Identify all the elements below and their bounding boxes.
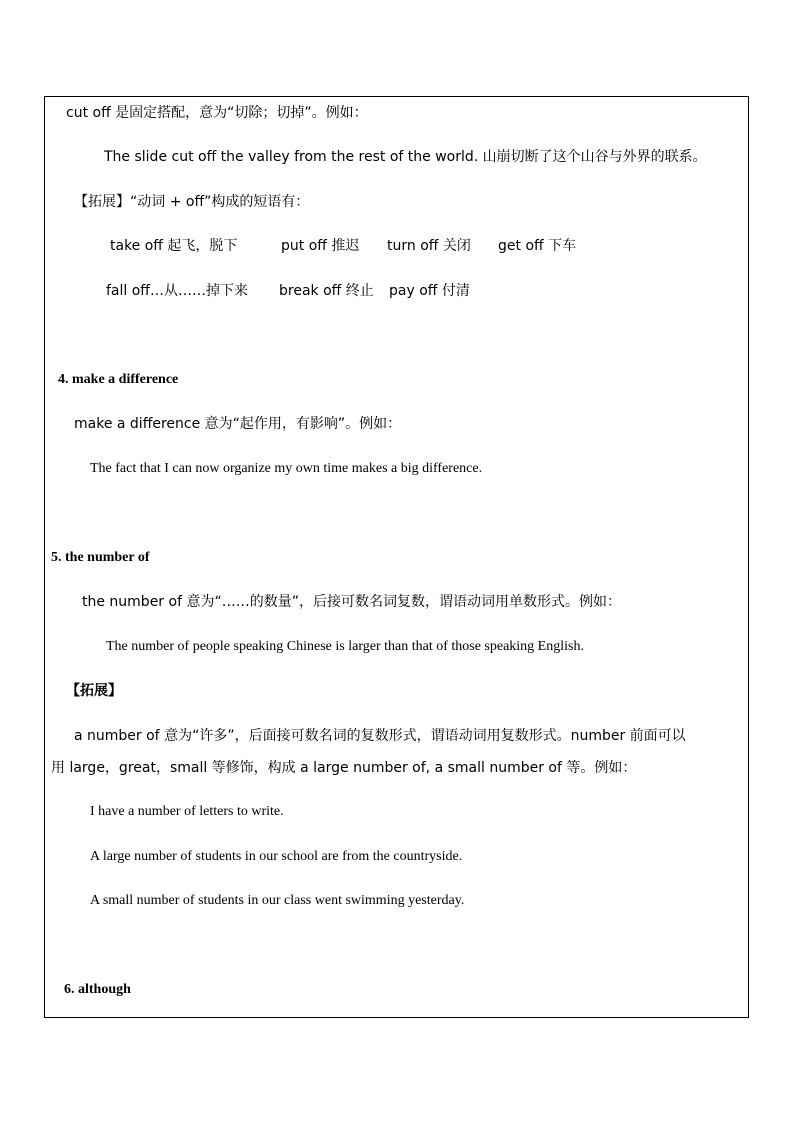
- a-number-of-explanation-line2: 用 large，great，small 等修饰，构成 a large number of, a small number of 等。例如：: [51, 760, 637, 776]
- cut-off-example: The slide cut off the valley from the rest of the world. 山崩切断了这个山谷与外界的联系。: [104, 149, 707, 165]
- off-phrases-expand-title: 【拓展】“动词 + off”构成的短语有：: [74, 194, 310, 210]
- a-number-of-explanation-line1: a number of 意为“许多”，后面接可数名词的复数形式，谓语动词用复数形式。number 前面可以: [74, 728, 686, 744]
- cut-off-intro: cut off 是固定搭配，意为“切除；切掉”。例如：: [66, 105, 368, 121]
- a-number-of-example-3: A small number of students in our class went swimming yesterday.: [90, 893, 465, 908]
- phrase-get-off: get off 下车: [498, 238, 577, 254]
- section-heading-make-a-difference: 4. make a difference: [58, 372, 179, 387]
- a-number-of-example-1: I have a number of letters to write.: [90, 804, 284, 819]
- number-expand-title: 【拓展】: [66, 683, 122, 699]
- phrase-pay-off: pay off 付清: [389, 283, 470, 299]
- phrase-break-off: break off 终止: [279, 283, 374, 299]
- section-heading-the-number-of: 5. the number of: [51, 550, 150, 565]
- phrase-turn-off: turn off 关闭: [387, 238, 471, 254]
- make-a-difference-intro: make a difference 意为“起作用，有影响”。例如：: [74, 416, 402, 432]
- phrase-put-off: put off 推迟: [281, 238, 360, 254]
- phrase-fall-off: fall off…从……掉下来: [106, 283, 248, 299]
- phrase-take-off: take off 起飞，脱下: [110, 238, 238, 254]
- a-number-of-example-2: A large number of students in our school are from the countryside.: [90, 849, 463, 864]
- the-number-of-example: The number of people speaking Chinese is larger than that of those speaking English.: [106, 639, 584, 654]
- make-a-difference-example: The fact that I can now organize my own time makes a big difference.: [90, 461, 483, 476]
- the-number-of-intro: the number of 意为“……的数量”，后接可数名词复数，谓语动词用单数形式。例如：: [82, 594, 621, 610]
- section-heading-although: 6. although: [64, 982, 131, 997]
